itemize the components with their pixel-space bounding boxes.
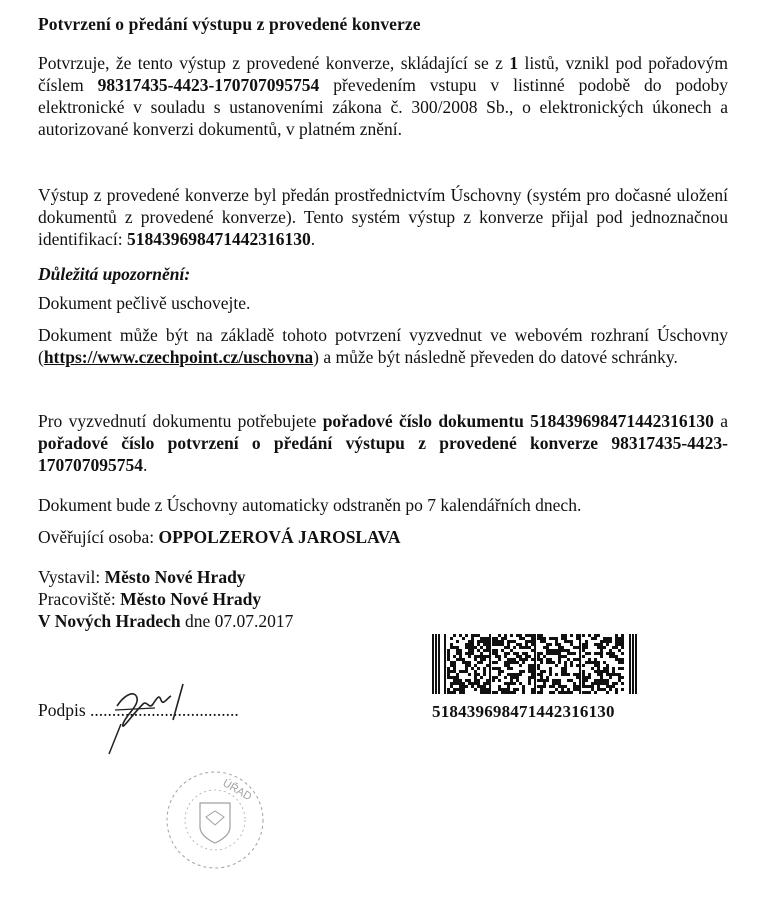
document-title: Potvrzení o předání výstupu z provedené konverze xyxy=(38,14,421,34)
issuer: Vystavil: Město Nové Hrady xyxy=(38,567,246,587)
barcode-block xyxy=(432,634,662,721)
sheet-count: 1 xyxy=(509,53,519,73)
verifier-name: OPPOLZEROVÁ JAROSLAVA xyxy=(158,527,401,547)
handwritten-signature xyxy=(95,676,205,756)
barcode-image xyxy=(432,634,637,694)
uschovna-link[interactable]: https://www.czechpoint.cz/uschovna xyxy=(43,347,314,367)
order-number: 98317435-4423-170707095754 xyxy=(97,75,320,95)
storage-id: 518439698471442316130 xyxy=(126,229,311,249)
important-heading: Důležitá upozornění: xyxy=(38,264,191,284)
paragraph-conversion: Potvrzuje, že tento výstup z provedené konverze, skládající se z 1 listů, vznikl pod pořadovým číslem 98317435-4423-170707095754 převedením vstupu v listinné podobě do podoby elektronické v souladu s ustanoveními zákona č. 300/2008 Sb., o elektronických úkonech a autorizované konverzi dokumentů, v platném znění. xyxy=(38,53,728,139)
signature-line: Podpis .................................. xyxy=(38,700,239,720)
barcode-number: 518439698471442316130 xyxy=(432,702,615,721)
place-date: V Nových Hradech dne 07.07.2017 xyxy=(38,611,294,631)
workplace: Pracoviště: Město Nové Hrady xyxy=(38,589,262,609)
official-stamp xyxy=(160,765,270,875)
paragraph-storage: Výstup z provedené konverze byl předán prostřednictvím Úschovny (systém pro dočasné uložení dokumentů z provedené konverze). Tento systém výstup z konverze přijal pod jednoznačnou identifikací: 518439698471442316130. xyxy=(38,185,728,249)
verifier: Ověřující osoba: OPPOLZEROVÁ JAROSLAVA xyxy=(38,527,401,547)
note-pickup: Dokument může být na základě tohoto potvrzení vyzvednut ve webovém rozhraní Úschovny (https://www.czechpoint.cz/uschovna) a může být následně převeden do datové schránky. xyxy=(38,325,728,367)
note-keep: Dokument pečlivě uschovejte. xyxy=(38,293,251,313)
stamp-text: ÚŘAD xyxy=(220,777,254,804)
note-removal: Dokument bude z Úschovny automaticky odstraněn po 7 kalendářních dnech. xyxy=(38,495,582,515)
note-numbers: Pro vyzvednutí dokumentu potřebujete pořadové číslo dokumentu 518439698471442316130 a pořadové číslo potvrzení o předání výstupu z provedené konverze 98317435-4423-170707095754. xyxy=(38,411,728,475)
